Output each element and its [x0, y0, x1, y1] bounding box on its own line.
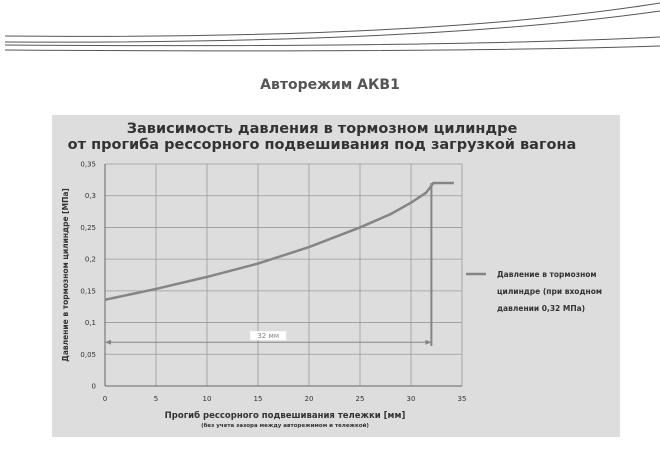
x-axis-label: Прогиб рессорного подвешивания тележки [мм] — [164, 411, 406, 421]
y-tick-label: 0,2 — [84, 255, 96, 264]
page-heading: Авторежим АКВ1 — [260, 77, 400, 93]
legend-label-line-2: цилиндре (при входном — [497, 287, 602, 296]
x-tick-label: 5 — [153, 395, 159, 403]
dimension-label: 32 мм — [257, 332, 280, 341]
x-tick-label: 25 — [355, 395, 365, 403]
y-tick-label: 0,05 — [80, 350, 96, 359]
legend-label-line-3: давлении 0,32 МПа) — [497, 304, 586, 313]
y-tick-label: 0,3 — [84, 192, 96, 201]
legend-label-line-1: Давление в тормозном — [497, 270, 597, 279]
y-tick-label: 0,15 — [80, 287, 96, 296]
x-axis-note: (без учета зазора между авторежимом и тележкой) — [201, 423, 369, 429]
x-tick-label: 20 — [304, 395, 314, 403]
x-tick-label: 0 — [102, 395, 108, 403]
x-tick-label: 15 — [253, 395, 263, 403]
y-tick-label: 0,25 — [80, 223, 96, 232]
y-axis-label: Давление в тормозном цилиндре [МПа] — [61, 188, 70, 362]
y-tick-label: 0,35 — [80, 160, 96, 169]
x-tick-label: 35 — [457, 395, 467, 403]
x-tick-label: 10 — [202, 395, 212, 403]
y-tick-label: 0 — [91, 382, 96, 391]
x-tick-label: 30 — [406, 395, 416, 403]
chart-title-line-1: Зависимость давления в тормозном цилиндре — [126, 121, 518, 137]
chart-title-line-2: от прогиба рессорного подвешивания под загрузкой вагона — [67, 137, 577, 153]
y-tick-label: 0,1 — [84, 319, 96, 328]
